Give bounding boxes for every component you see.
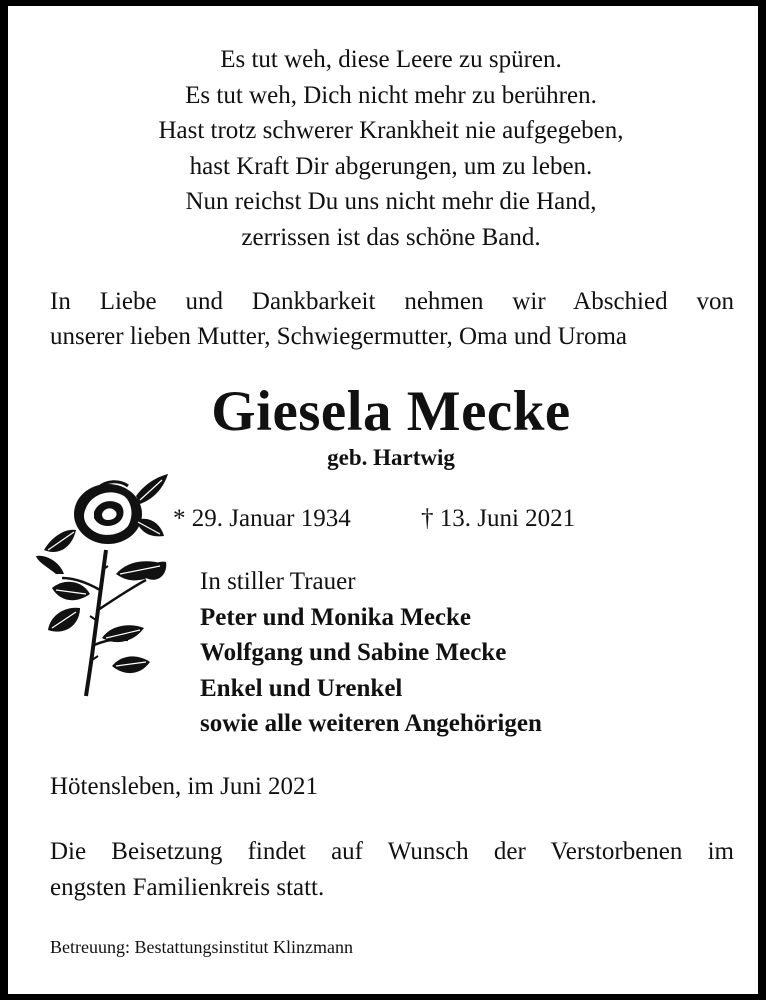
burial-note bbox=[50, 834, 734, 905]
poem-line: Hast trotz schwerer Krankheit nie aufgegeben, bbox=[158, 117, 624, 144]
mourner-name: Wolfgang und Sabine Mecke bbox=[200, 639, 507, 666]
mourner-name: Peter und Monika Mecke bbox=[200, 603, 472, 631]
intro-line: In Liebe und Dankbarkeit nehmen wir Abschied von bbox=[50, 288, 734, 315]
place-date: Hötensleben, im Juni 2021 bbox=[50, 773, 319, 800]
deceased-name: Giesela Mecke bbox=[211, 380, 571, 443]
poem-line: Es tut weh, Dich nicht mehr zu berühren. bbox=[185, 81, 597, 109]
poem bbox=[8, 42, 766, 255]
burial-line: engsten Familienkreis statt. bbox=[50, 873, 325, 901]
poem-line: hast Kraft Dir abgerungen, um zu leben. bbox=[189, 152, 593, 180]
birth-date: * 29. Januar 1934 bbox=[173, 505, 351, 532]
mourning-heading: In stiller Trauer bbox=[200, 568, 356, 595]
poem-line: Nun reichst Du uns nicht mehr die Hand, bbox=[185, 188, 597, 215]
death-date: † 13. Juni 2021 bbox=[421, 505, 576, 532]
funeral-home-credit: Betreuung: Bestattungsinstitut Klinzmann bbox=[50, 937, 353, 957]
intro-line: unserer lieben Mutter, Schwiegermutter, Oma und Uroma bbox=[50, 323, 627, 350]
mourner-name: sowie alle weiteren Angehörigen bbox=[200, 710, 542, 737]
poem-line: Es tut weh, diese Leere zu spüren. bbox=[220, 46, 562, 73]
burial-line: Die Beisetzung findet auf Wunsch der Verstorbenen im bbox=[50, 838, 734, 865]
farewell-intro bbox=[50, 284, 734, 354]
maiden-name: geb. Hartwig bbox=[327, 445, 455, 470]
poem-line: zerrissen ist das schöne Band. bbox=[241, 223, 541, 251]
rose-icon bbox=[36, 470, 170, 698]
mourner-name: Enkel und Urenkel bbox=[200, 674, 403, 702]
mourners-block bbox=[200, 564, 542, 742]
